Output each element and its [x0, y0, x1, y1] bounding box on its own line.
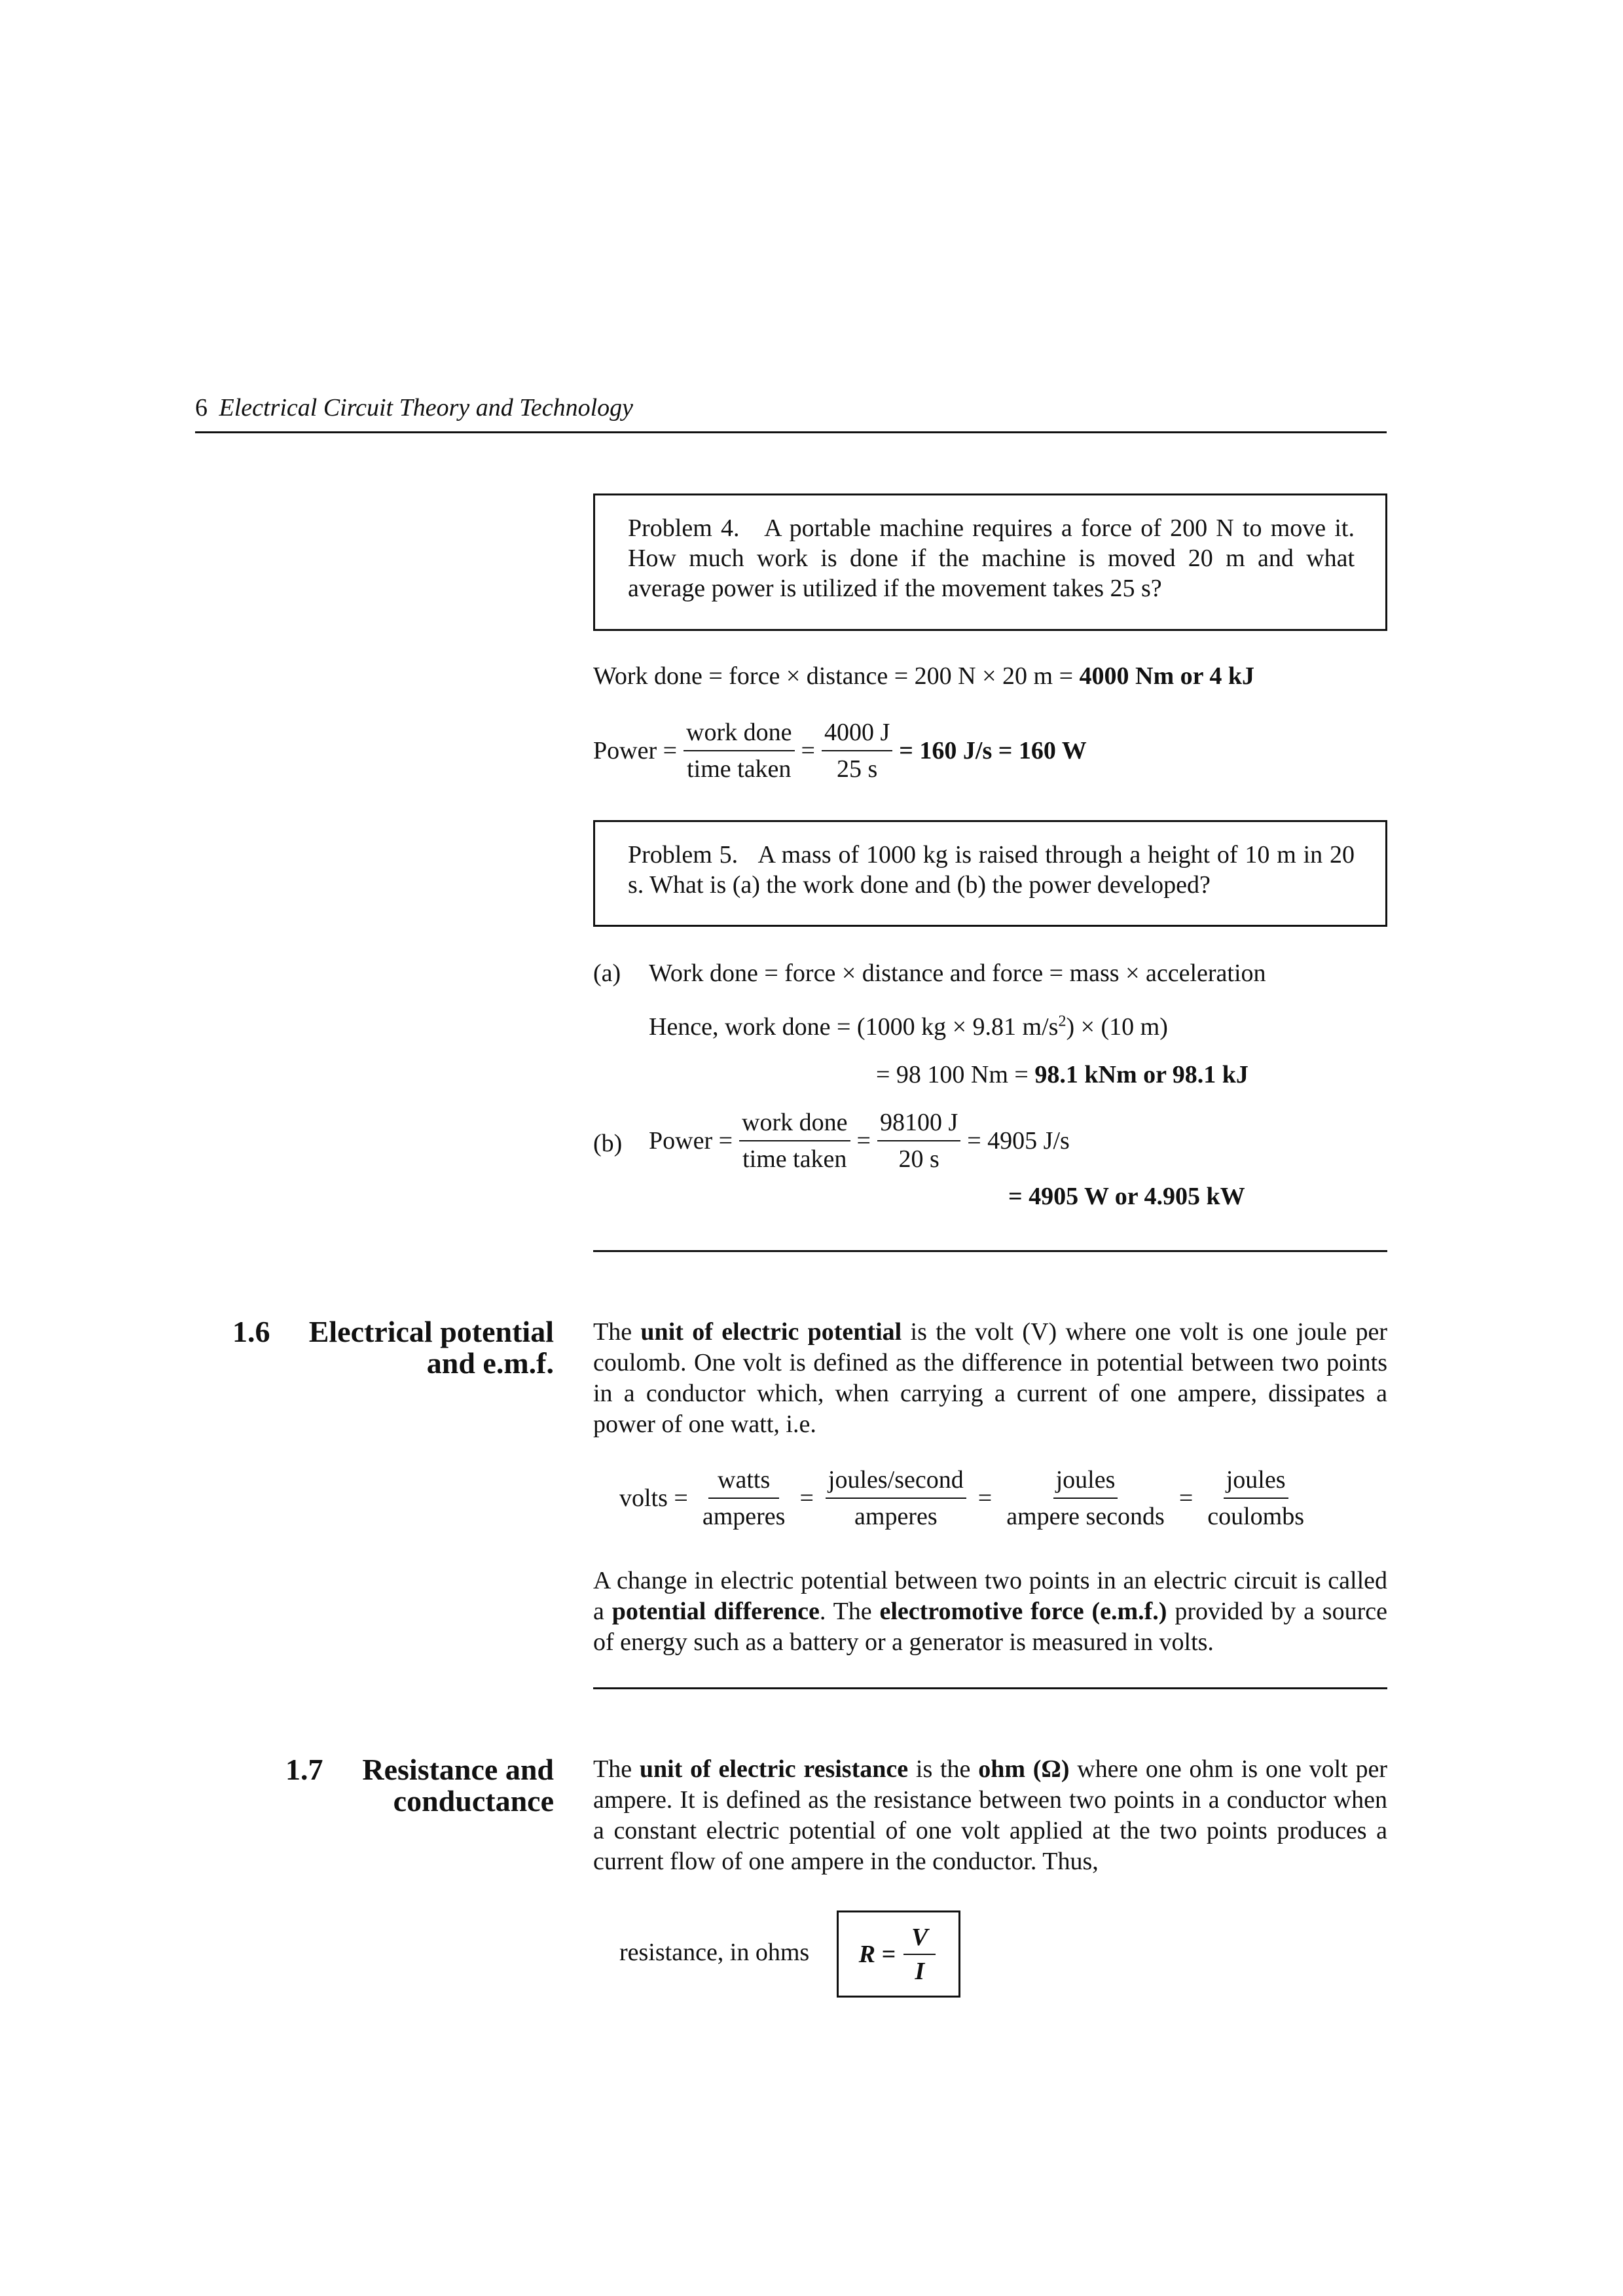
power-label: Power = — [593, 737, 678, 764]
power-result: = 160 J/s = 160 W — [899, 737, 1087, 764]
work-done-expression: Work done = force × distance = 200 N × 20 m = — [593, 662, 1080, 690]
book-title: Electrical Circuit Theory and Technology — [219, 394, 634, 422]
fraction-numerator: joules — [1224, 1465, 1288, 1499]
section-divider — [593, 1250, 1387, 1252]
work-done-line — [593, 661, 1254, 692]
key-term: potential difference — [611, 1598, 820, 1625]
exponent: 2 — [1058, 1013, 1067, 1030]
section-number: 1.7 — [285, 1753, 323, 1786]
fraction-numerator: 4000 J — [822, 717, 892, 751]
text-run: A change in electric potential between two points in an electric circuit is called a — [593, 1567, 1387, 1625]
part-a-line-2 — [649, 1012, 1168, 1043]
fraction-numerator: joules/second — [826, 1465, 966, 1499]
problem-4-statement: A portable machine requires a force of 200 N to move it. How much work is done if the machine is moved 20 m and what average power is utilized if the movement takes 25 s? — [628, 514, 1355, 602]
formula-numerator: V — [903, 1922, 936, 1955]
volts-equation — [619, 1465, 1319, 1532]
resistance-formula-label: resistance, in ohms — [619, 1939, 810, 1966]
problem-5-statement: A mass of 1000 kg is raised through a height of 10 m in 20 s. What is (a) the work done and (b) the power developed? — [628, 841, 1355, 899]
section-1-7-title-row — [196, 1754, 554, 1785]
fraction-denominator: ampere seconds — [1006, 1503, 1165, 1530]
equals-sign: = — [856, 1127, 871, 1155]
text-run: . The — [819, 1598, 880, 1625]
power-equation — [593, 717, 1087, 784]
text-run: where one ohm is one volt per ampere. It is defined as the resistance between two points in a conductor when a constant electric potential of one volt applied at the two points produces a current flow of one ampere in the conductor. Thus, — [593, 1755, 1388, 1875]
volts-fraction-3 — [1004, 1465, 1167, 1532]
section-1-6-title-row — [196, 1316, 554, 1348]
part-b-label: (b) — [593, 1130, 623, 1157]
text-run: is the — [908, 1755, 979, 1783]
fraction-numerator: joules — [1053, 1465, 1118, 1499]
section-1-6-heading — [196, 1316, 554, 1379]
power-result-2: = 4905 W or 4.905 kW — [1008, 1183, 1245, 1210]
problem-5-label: Problem 5. — [628, 841, 739, 869]
equals-sign: = — [1178, 1484, 1194, 1512]
power-label: Power = — [649, 1127, 733, 1155]
volts-fraction-1 — [700, 1465, 788, 1532]
formula-lhs: R = — [858, 1940, 896, 1968]
section-divider — [593, 1687, 1387, 1689]
formula-fraction — [903, 1922, 936, 1986]
fraction-denominator: time taken — [742, 1145, 847, 1173]
power-fraction-1 — [684, 717, 794, 784]
section-1-7-paragraph-1 — [593, 1754, 1387, 1877]
text-run: provided by a source of energy such as a battery or a generator is measured in volts. — [593, 1598, 1387, 1656]
fraction-denominator: amperes — [702, 1503, 786, 1530]
key-term: unit of electric potential — [640, 1318, 902, 1346]
power-fraction-1 — [739, 1107, 850, 1174]
text-run: The — [593, 1318, 641, 1346]
section-title-line-1: Electrical potential — [308, 1315, 554, 1348]
power-fraction-2 — [822, 717, 892, 784]
fraction-numerator: 98100 J — [877, 1107, 960, 1141]
equals-sign: = — [799, 1484, 814, 1512]
fraction-denominator: time taken — [687, 755, 792, 783]
problem-5-text — [628, 840, 1355, 900]
work-done-mass-expression: Hence, work done = (1000 kg × 9.81 m/s — [649, 1013, 1059, 1041]
fraction-denominator: amperes — [854, 1503, 938, 1530]
resistance-formula-box — [837, 1910, 960, 1998]
resistance-formula — [859, 1922, 939, 1986]
fraction-numerator: watts — [708, 1465, 779, 1499]
section-1-7-heading — [196, 1754, 554, 1817]
fraction-numerator: work done — [684, 717, 794, 751]
page-number: 6 — [195, 394, 208, 422]
fraction-numerator: work done — [739, 1107, 850, 1141]
problem-4-box — [593, 493, 1387, 631]
part-a-label: (a) — [593, 960, 621, 987]
part-a-line-3 — [876, 1060, 1249, 1090]
fraction-denominator: 20 s — [898, 1145, 939, 1173]
part-b-power-equation — [649, 1107, 1070, 1174]
text-run: is the volt (V) where one volt is one joule per coulomb. One volt is defined as the difference in potential between two points in a conductor which, when carrying a current of one ampere, dissipates a power of one watt, i.e. — [593, 1318, 1388, 1438]
section-title-line-2: and e.m.f. — [426, 1346, 554, 1380]
section-title-line-2: conductance — [393, 1784, 554, 1818]
fraction-denominator: coulombs — [1207, 1503, 1305, 1530]
formula-denominator: I — [915, 1957, 925, 1985]
equals-sign: = — [977, 1484, 993, 1512]
problem-4-label: Problem 4. — [628, 514, 740, 542]
fraction-denominator: 25 s — [836, 755, 878, 783]
key-term: electromotive force (e.m.f.) — [879, 1598, 1167, 1625]
problem-5-box — [593, 820, 1387, 927]
header-rule — [195, 431, 1387, 433]
problem-4-text — [628, 513, 1355, 603]
height-expression: ) × (10 m) — [1066, 1013, 1168, 1041]
volts-fraction-4 — [1205, 1465, 1307, 1532]
volts-label: volts = — [619, 1484, 688, 1512]
section-number: 1.6 — [232, 1315, 270, 1348]
volts-fraction-2 — [826, 1465, 966, 1532]
work-done-result: 98.1 kNm or 98.1 kJ — [1034, 1061, 1249, 1088]
work-done-value: = 98 100 Nm = — [876, 1061, 1035, 1088]
text-run: The — [593, 1755, 640, 1783]
equals-sign: = — [801, 737, 815, 764]
section-1-6-paragraph-2 — [593, 1566, 1387, 1658]
section-title-line-1: Resistance and — [362, 1753, 554, 1786]
running-header — [195, 393, 633, 423]
part-a-line-1: Work done = force × distance and force = mass × acceleration — [649, 960, 1266, 987]
work-done-result: 4000 Nm or 4 kJ — [1079, 662, 1254, 690]
key-term: unit of electric resistance — [639, 1755, 909, 1783]
power-result-1: = 4905 J/s — [967, 1127, 1070, 1155]
key-term: ohm (Ω) — [978, 1755, 1070, 1783]
section-1-6-paragraph-1 — [593, 1317, 1387, 1440]
power-fraction-2 — [877, 1107, 960, 1174]
